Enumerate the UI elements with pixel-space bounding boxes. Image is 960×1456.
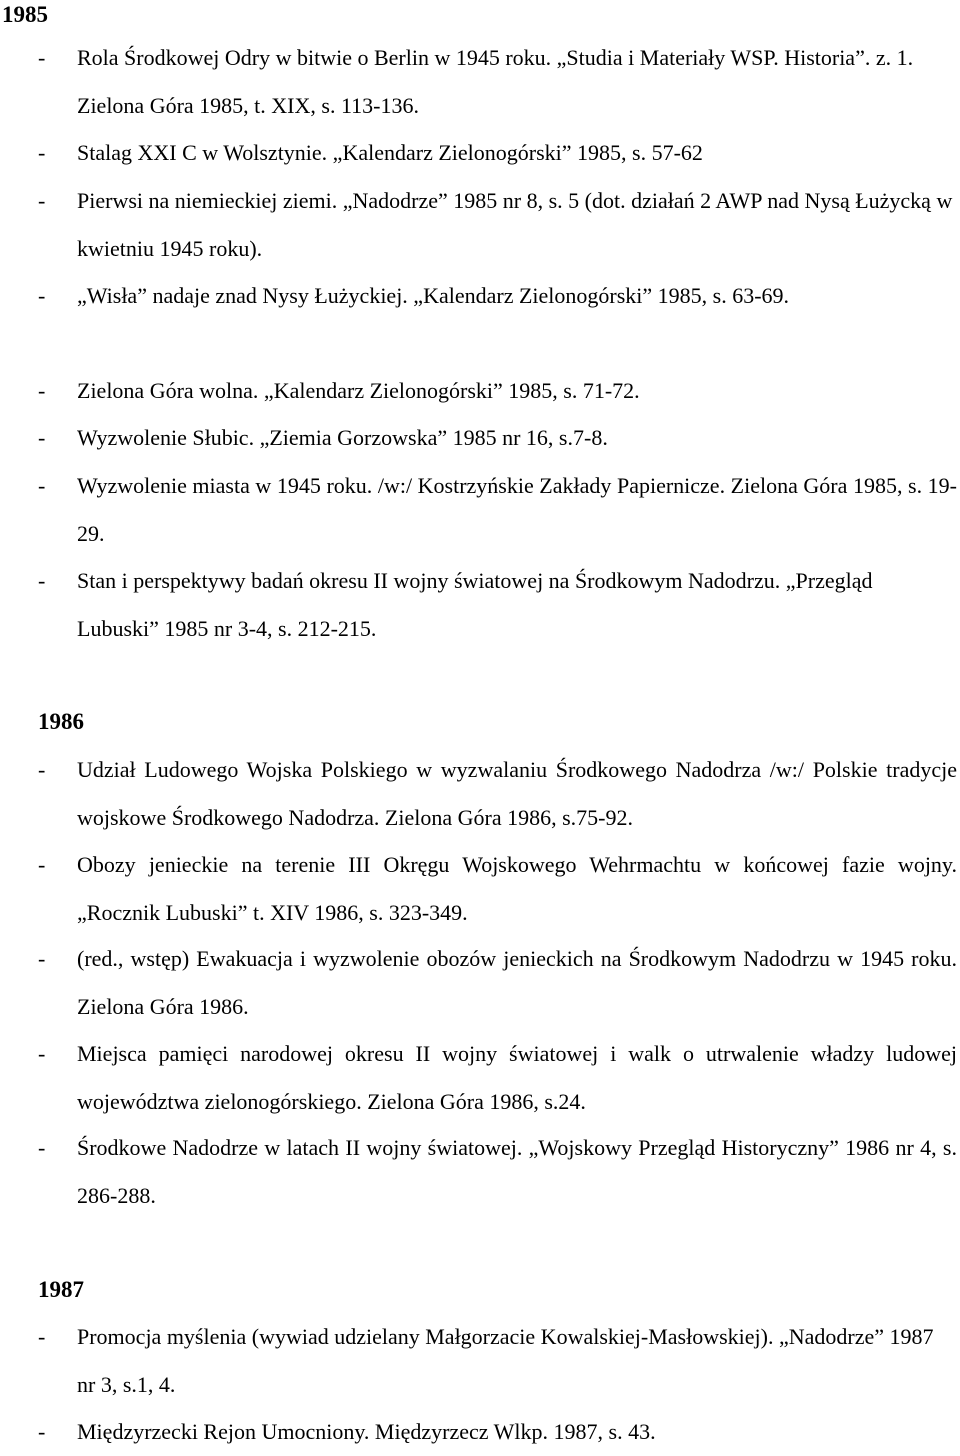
list-dash: -	[38, 946, 46, 971]
list-dash: -	[38, 852, 46, 877]
list-dash: -	[38, 425, 46, 450]
entry-text: Środkowe Nadodrze w latach II wojny światowej. „Wojskowy Przegląd Historyczny” 1986 nr 4, s. 286-288.	[77, 1135, 957, 1208]
entry-text: Stan i perspektywy badań okresu II wojny światowej na Środkowym Nadodrzu. „Przegląd Lubuski” 1985 nr 3-4, s. 212-215.	[77, 568, 873, 641]
list-dash: -	[38, 757, 46, 782]
list-dash: -	[38, 188, 46, 213]
year-heading-1985: 1985	[2, 2, 48, 27]
list-dash: -	[38, 1041, 46, 1066]
entry-text: Stalag XXI C w Wolsztynie. „Kalendarz Zielonogórski” 1985, s. 57-62	[77, 140, 703, 165]
entry-text: Udział Ludowego Wojska Polskiego w wyzwalaniu Środkowego Nadodrza /w:/ Polskie tradycje wojskowe Środkowego Nadodrza. Zielona Góra 1986, s.75-92.	[77, 757, 957, 830]
entry-text: Rola Środkowej Odry w bitwie o Berlin w 1945 roku. „Studia i Materiały WSP. Historia”. z. 1. Zielona Góra 1985, t. XIX, s. 113-136.	[77, 45, 914, 118]
list-dash: -	[38, 568, 46, 593]
list-dash: -	[38, 378, 46, 403]
entry-text: Pierwsi na niemieckiej ziemi. „Nadodrze” 1985 nr 8, s. 5 (dot. działań 2 AWP nad Nysą Łużycką w kwietniu 1945 roku).	[77, 188, 953, 261]
list-dash: -	[38, 140, 46, 165]
entry-text: Wyzwolenie miasta w 1945 roku. /w:/ Kostrzyńskie Zakłady Papiernicze. Zielona Góra 1985, s. 19-29.	[77, 473, 957, 546]
list-dash: -	[38, 1419, 46, 1444]
year-heading-1987: 1987	[38, 1277, 84, 1302]
list-dash: -	[38, 45, 46, 70]
entry-text: „Wisła” nadaje znad Nysy Łużyckiej. „Kalendarz Zielonogórski” 1985, s. 63-69.	[77, 283, 790, 308]
list-dash: -	[38, 473, 46, 498]
entry-text: (red., wstęp) Ewakuacja i wyzwolenie obozów jenieckich na Środkowym Nadodrzu w 1945 roku. Zielona Góra 1986.	[77, 946, 957, 1019]
entry-text: Obozy jenieckie na terenie III Okręgu Wojskowego Wehrmachtu w końcowej fazie wojny. „Rocznik Lubuski” t. XIV 1986, s. 323-349.	[77, 852, 957, 925]
entry-text: Zielona Góra wolna. „Kalendarz Zielonogórski” 1985, s. 71-72.	[77, 378, 640, 403]
list-dash: -	[38, 283, 46, 308]
entry-text: Międzyrzecki Rejon Umocniony. Międzyrzecz Wlkp. 1987, s. 43.	[77, 1419, 656, 1444]
list-dash: -	[38, 1135, 46, 1160]
list-dash: -	[38, 1324, 46, 1349]
entry-text: Miejsca pamięci narodowej okresu II wojny światowej i walk o utrwalenie władzy ludowej województwa zielonogórskiego. Zielona Góra 1986, s.24.	[77, 1041, 957, 1114]
entry-text: Promocja myślenia (wywiad udzielany Małgorzacie Kowalskiej-Masłowskiej). „Nadodrze” 1987 nr 3, s.1, 4.	[77, 1324, 934, 1397]
year-heading-1986: 1986	[38, 709, 84, 734]
entry-text: Wyzwolenie Słubic. „Ziemia Gorzowska” 1985 nr 16, s.7-8.	[77, 425, 608, 450]
